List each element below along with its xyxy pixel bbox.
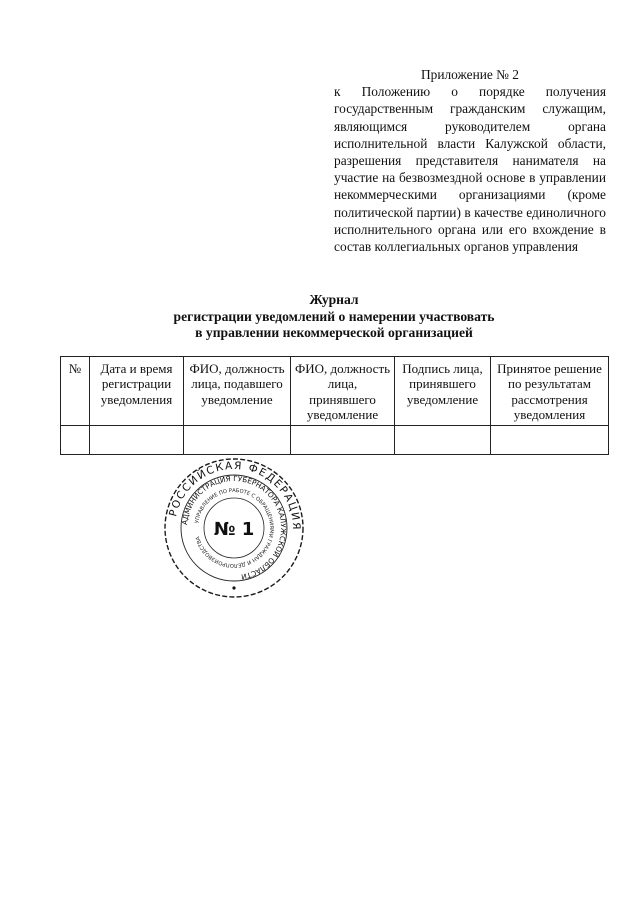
seal-inner-text: УПРАВЛЕНИЕ ПО РАБОТЕ С ОБРАЩЕНИЯМИ ГРАЖДАН И ДЕЛОПРОИЗВОДСТВА [194, 487, 275, 569]
journal-title: Журнал [309, 292, 359, 307]
column-header-decision: Принятое решение по результатам рассмотрения уведомления [491, 357, 609, 426]
column-header-submitter: ФИО, должность лица, подавшего уведомление [184, 357, 291, 426]
appendix-block [334, 66, 606, 255]
column-header-receiver: ФИО, должность лица, принявшего уведомление [291, 357, 395, 426]
column-header-number: № [61, 357, 90, 426]
seal-ring-text: АДМИНИСТРАЦИЯ ГУБЕРНАТОРА КАЛУЖСКОЙ ОБЛАСТИ [180, 473, 289, 582]
journal-heading [60, 292, 608, 342]
table-cell [491, 425, 609, 454]
appendix-text: к Положению о порядке получения государственным гражданским служащим, являющимся руководителем органа исполнительной власти Калужской области, разрешения представителя нанимателя на участие на безвозмездной основе в управлении некоммерческими организациями (кроме политической партии) в качестве единоличного исполнительного органа или его вхождение в состав коллегиальных органов управления [334, 84, 606, 255]
seal-outer-text: РОССИЙСКАЯ ФЕДЕРАЦИЯ [167, 459, 303, 532]
seal-number: № 1 [213, 519, 255, 540]
table-cell [61, 425, 90, 454]
table-row [61, 425, 609, 454]
table-cell [90, 425, 184, 454]
column-header-date-time: Дата и время регистрации уведомления [90, 357, 184, 426]
table-cell [184, 425, 291, 454]
journal-subtitle-line-2: в управлении некоммерческой организацией [195, 325, 473, 341]
table-cell [291, 425, 395, 454]
column-header-signature: Подпись лица, принявшего уведомление [395, 357, 491, 426]
table-cell [395, 425, 491, 454]
registration-journal-table [60, 356, 609, 455]
official-seal-stamp [163, 457, 305, 599]
appendix-title: Приложение № 2 [420, 67, 520, 82]
table-header-row [61, 357, 609, 426]
seal-dot-icon [232, 586, 235, 589]
journal-subtitle-line-1: регистрации уведомлений о намерении участвовать [173, 308, 495, 324]
